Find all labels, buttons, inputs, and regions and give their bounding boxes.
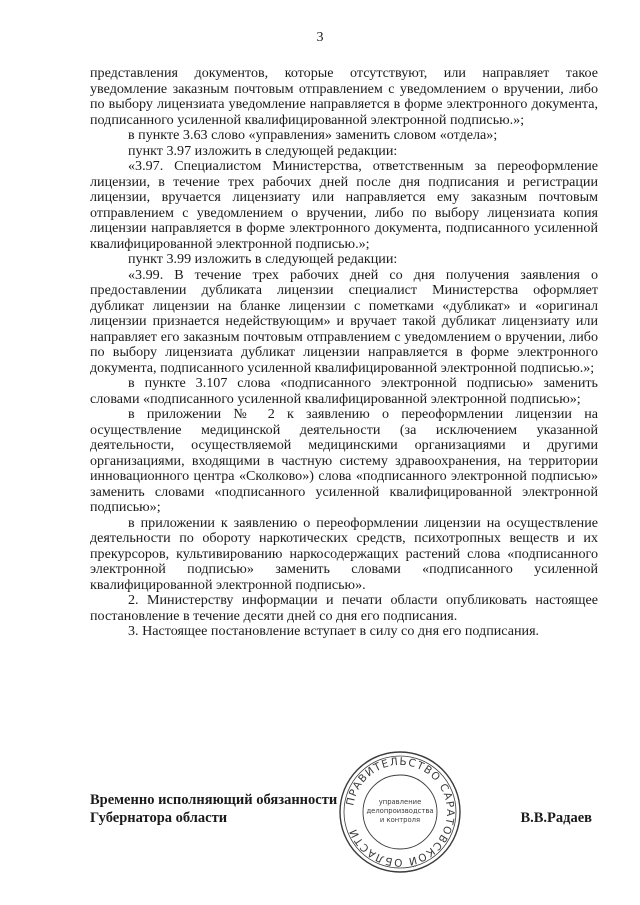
signatory-name: В.В.Радаев [520, 810, 592, 826]
paragraph: в пункте 3.107 слова «подписанного электронной подписью» заменить словами «подписанного усиленной квалифицированной электронной подписью»; [90, 375, 598, 407]
paragraph: «3.97. Специалистом Министерства, ответственным за переоформление лицензии, в течение трех рабочих дней после дня подписания и регистрации лицензии, вручается лицензиату или направляется ему заказным почтовым отправлением с уведомлением о вручении, либо по выбору лицензиата копия лицензии направляется в форме электронного документа, подписанного усиленной квалифицированной электронной подписью.»; [90, 158, 598, 252]
seal-center-line: делопроизводства [366, 807, 434, 815]
paragraph: «3.99. В течение трех рабочих дней со дня получения заявления о предоставлении дубликата лицензии специалист Министерства оформляет дубликат лицензии на бланке лицензии с пометками «дубликат» и «оригинал лицензии признается недействующим» и вручает такой дубликат лицензиату или направляет его заказным почтовым отправлением с уведомлением о вручении, либо по выбору лицензиата дубликат лицензии направляется в форме электронного документа, подписанного усиленной квалифицированной электронной подписью.»; [90, 266, 598, 376]
signatory-position: Временно исполняющий обязанности [90, 792, 338, 808]
paragraph: в приложении к заявлению о переоформлении лицензии на осуществление деятельности по обороту наркотических средств, психотропных веществ и их прекурсоров, культивированию наркосодержащих растений слова «подписанного электронной подписью» заменить словами «подписанного усиленной квалифицированной электронной подписью». [90, 514, 598, 593]
paragraph: в пункте 3.63 слово «управления» заменить словом «отдела»; [128, 127, 498, 143]
paragraph: 2. Министерству информации и печати области опубликовать настоящее постановление в течение десяти дней со дня его подписания. [90, 592, 598, 624]
signatory-position-line2: Губернатора области [90, 810, 228, 826]
paragraph: 3. Настоящее постановление вступает в силу со дня его подписания. [128, 623, 540, 639]
seal-center-line: управление [378, 798, 422, 806]
signature-block [90, 791, 600, 827]
paragraph: пункт 3.97 изложить в следующей редакции: [128, 142, 398, 159]
seal-ring-text: ПРАВИТЕЛЬСТВО САРАТОВСКОЙ ОБЛАСТИ [344, 755, 457, 869]
paragraph: представления документов, которые отсутствуют, или направляет такое уведомление заказным почтовым отправлением с уведомлением о вручении, либо по выбору лицензиата уведомление направляется в форме электронного документа, подписанного усиленной квалифицированной электронной подписью.»; [90, 65, 598, 128]
seal-center-line: и контроля [379, 816, 421, 824]
page-number: 3 [316, 30, 324, 45]
document-body [90, 66, 598, 640]
paragraph: пункт 3.99 изложить в следующей редакции: [128, 251, 398, 267]
paragraph: в приложении № 2 к заявлению о переоформлении лицензии на осуществление медицинской деятельности (за исключением указанной деятельности, осуществляемой медицинскими организациями и другими организациями, входящими в частную систему здравоохранения, на территории инновационного центра «Сколково») слова «подписанного электронной подписью» заменить словами «подписанного усиленной квалифицированной электронной подписью»; [90, 406, 598, 515]
